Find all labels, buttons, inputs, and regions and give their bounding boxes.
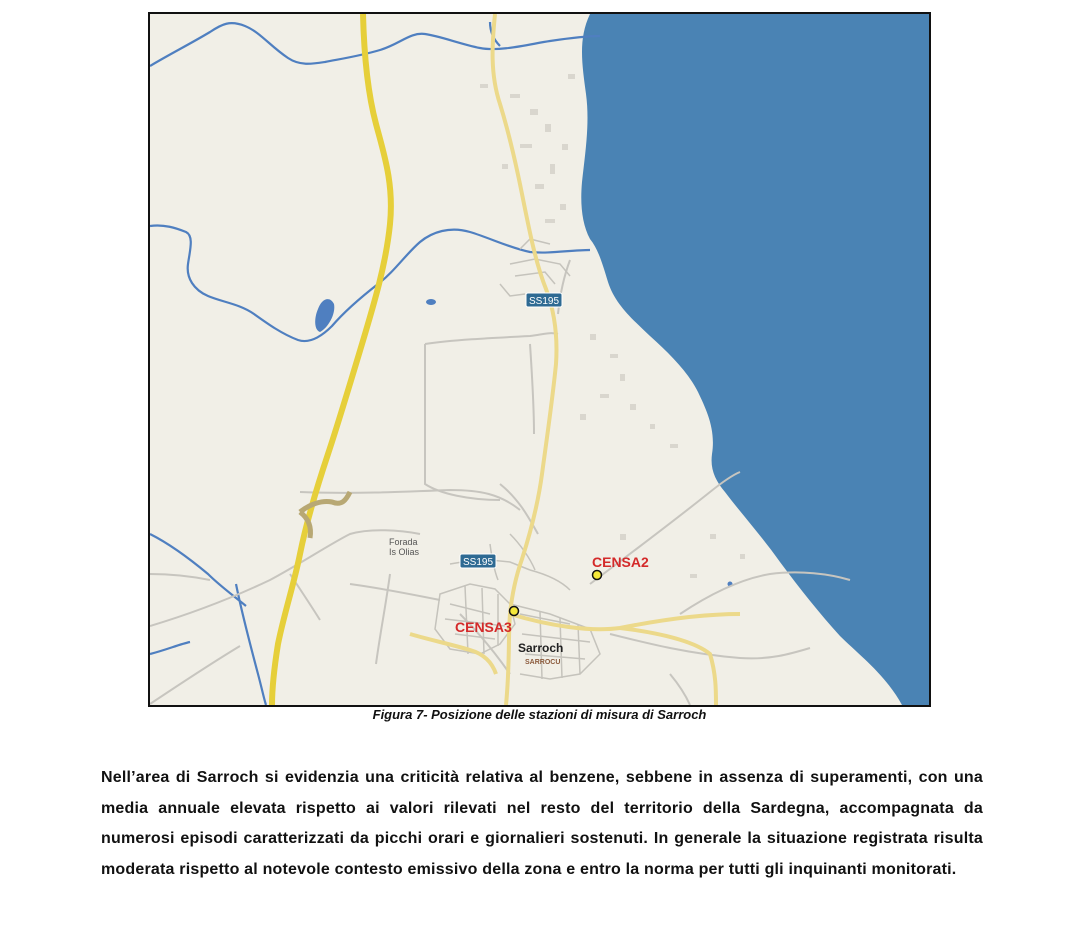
town-label: Sarroch [518,641,564,655]
map-canvas [150,14,929,705]
station-label-censa3: CENSA3 [455,619,512,635]
body-paragraph: Nell’area di Sarroch si evidenzia una criticità relativa al benzene, sebbene in assenza di superamenti, con una media annuale elevata rispetto ai valori rilevati nel resto del territorio della Sardegna, accompagnata da numerosi episodi caratterizzati da picchi orari e giornalieri sostenuti. In generale la situazione registrata risulta moderata rispetto al notevole contesto emissivo della zona e entro la norma per tutti gli inquinanti monitorati. [101,769,983,878]
road-shield-north [526,293,562,307]
road-shield-south-label: SS195 [462,557,494,568]
locality-label-line1: Forada [389,537,418,547]
station-label-censa2: CENSA2 [592,554,649,570]
locality-label-line2: Is Olias [389,547,420,557]
station-marker-censa3 [510,607,519,616]
town-local-label: SARROCU [525,659,561,666]
map-figure [148,12,931,707]
figure-caption: Figura 7- Posizione delle stazioni di misura di Sarroch [372,707,707,722]
pond-small [426,299,436,305]
station-marker-censa2 [593,571,602,580]
road-shield-north-label: SS195 [528,296,560,307]
road-shield-south [460,554,496,568]
